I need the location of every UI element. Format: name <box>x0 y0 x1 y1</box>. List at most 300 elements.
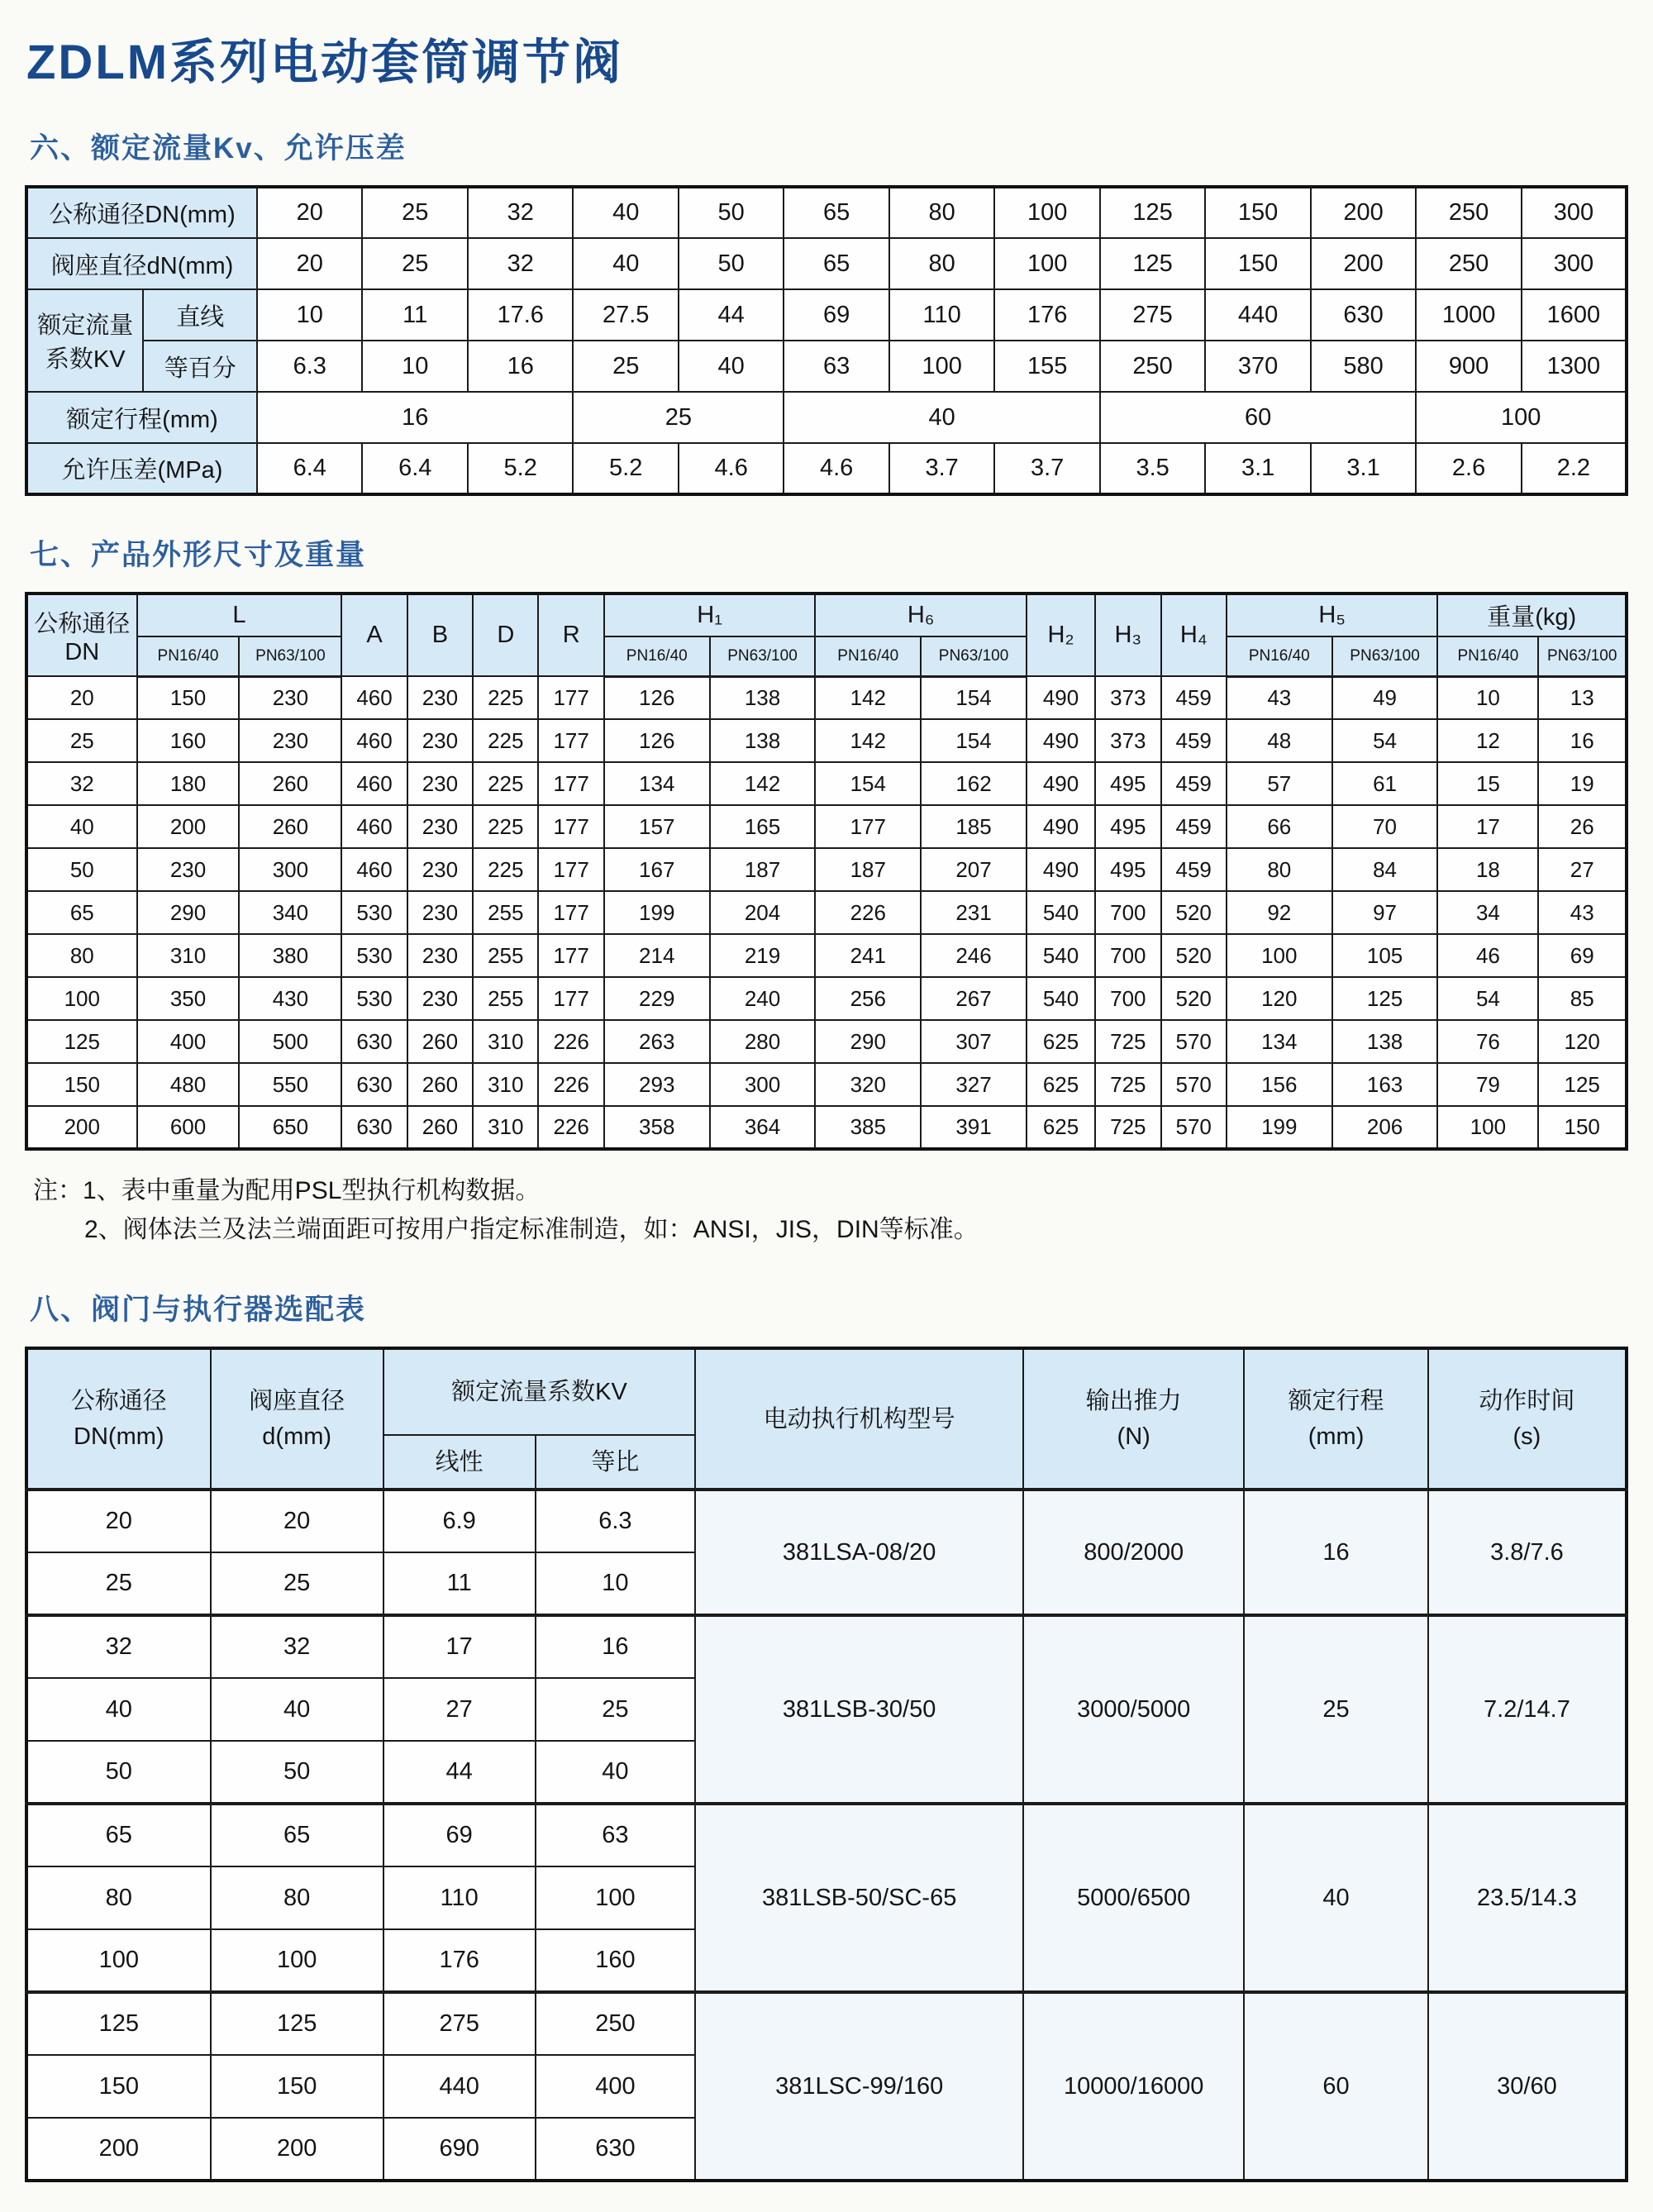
table-cell: 290 <box>137 891 240 934</box>
dn-cell: 125 <box>26 1020 137 1063</box>
table-cell: 300 <box>1522 238 1627 289</box>
table-cell: 6.9 <box>383 1490 536 1552</box>
selection-row <box>26 1490 1627 1552</box>
table-cell: 13 <box>1538 676 1627 719</box>
table-cell: 226 <box>538 1106 603 1149</box>
table-cell: 40 <box>679 341 784 392</box>
col-header-dn-line1: 公称通径 <box>34 610 131 637</box>
table-cell: 110 <box>383 1866 536 1929</box>
action-time-cell: 3.8/7.6 <box>1428 1490 1627 1615</box>
table-cell: 226 <box>815 891 921 934</box>
table-cell: 79 <box>1437 1063 1538 1106</box>
table-cell: 260 <box>407 1020 473 1063</box>
table-cell: 230 <box>407 977 473 1020</box>
col-header-dn-line2: DN <box>64 638 100 665</box>
table-cell: 370 <box>1205 341 1310 392</box>
table-cell: 40 <box>211 1678 383 1741</box>
table-cell: 230 <box>239 719 341 762</box>
col-header-dn <box>26 1348 211 1490</box>
table-cell: 125 <box>211 1992 383 2055</box>
table-cell: 3.7 <box>889 443 994 494</box>
stroke-span-cell: 16 <box>257 392 573 443</box>
table-cell: 231 <box>921 891 1027 934</box>
row-label: 直线 <box>143 289 257 341</box>
table-cell: 154 <box>921 676 1027 719</box>
table-row-nominal-diameter <box>26 187 1627 238</box>
table-cell: 460 <box>341 848 407 891</box>
col-header-thrust-line2: (N) <box>1117 1423 1150 1450</box>
table-cell: 180 <box>137 762 240 805</box>
table-cell: 300 <box>1522 187 1627 238</box>
table-cell: 25 <box>362 238 467 289</box>
table-cell: 207 <box>921 848 1027 891</box>
table-cell: 385 <box>815 1106 921 1149</box>
table-cell: 256 <box>815 977 921 1020</box>
table-cell: 25 <box>573 341 678 392</box>
table-cell: 327 <box>921 1063 1027 1106</box>
table-cell: 260 <box>407 1063 473 1106</box>
col-header-thrust <box>1023 1348 1244 1490</box>
stroke-span-cell: 100 <box>1416 392 1627 443</box>
table-cell: 142 <box>710 762 816 805</box>
table-cell: 155 <box>994 341 1099 392</box>
table-cell: 373 <box>1095 676 1160 719</box>
pn-high-header: PN63/100 <box>1332 636 1438 676</box>
dimension-row <box>26 891 1627 934</box>
table-cell: 10 <box>257 289 362 341</box>
dn-cell: 32 <box>26 1615 211 1678</box>
row-label: 允许压差(MPa) <box>26 443 257 494</box>
section8-heading: 八、阀门与执行器选配表 <box>30 1294 367 1326</box>
dimension-row <box>26 719 1627 762</box>
table-cell: 177 <box>538 934 603 977</box>
col-header-kv-linear: 线性 <box>383 1435 536 1490</box>
table-cell: 167 <box>604 848 710 891</box>
table-row-kv-linear <box>26 289 1627 341</box>
table-cell: 480 <box>137 1063 240 1106</box>
table-cell: 32 <box>468 238 573 289</box>
table-cell: 25 <box>211 1552 383 1615</box>
table-cell: 459 <box>1161 805 1227 848</box>
table-cell: 5.2 <box>468 443 573 494</box>
table-cell: 230 <box>239 676 341 719</box>
table-cell: 459 <box>1161 762 1227 805</box>
table-cell: 440 <box>383 2055 536 2118</box>
table-cell: 495 <box>1095 848 1160 891</box>
table-cell: 900 <box>1416 341 1521 392</box>
table-cell: 20 <box>257 238 362 289</box>
table-cell: 157 <box>604 805 710 848</box>
table-cell: 17 <box>383 1615 536 1678</box>
col-header-B: B <box>407 594 473 676</box>
actuator-model-cell: 381LSB-50/SC-65 <box>695 1804 1023 1992</box>
table-cell: 214 <box>604 934 710 977</box>
table-cell: 250 <box>1416 187 1521 238</box>
table-cell: 490 <box>1027 719 1095 762</box>
table-cell: 225 <box>473 719 538 762</box>
table-cell: 650 <box>239 1106 341 1149</box>
table-cell: 27 <box>1538 848 1627 891</box>
table-cell: 150 <box>137 676 240 719</box>
table-cell: 310 <box>473 1106 538 1149</box>
table-cell: 6.3 <box>536 1490 696 1552</box>
table-cell: 400 <box>137 1020 240 1063</box>
table-cell: 80 <box>1227 848 1332 891</box>
table-cell: 20 <box>211 1490 383 1552</box>
header-row-pn <box>26 636 1627 676</box>
table-cell: 625 <box>1027 1106 1095 1149</box>
kv-pressure-table <box>25 185 1628 496</box>
table-cell: 380 <box>239 934 341 977</box>
col-header-R: R <box>538 594 603 676</box>
dn-cell: 50 <box>26 1741 211 1804</box>
table-cell: 460 <box>341 805 407 848</box>
table-cell: 65 <box>784 238 888 289</box>
table-cell: 48 <box>1227 719 1332 762</box>
table-cell: 225 <box>473 805 538 848</box>
dn-cell: 150 <box>26 1063 137 1106</box>
table-cell: 25 <box>362 187 467 238</box>
output-thrust-cell: 3000/5000 <box>1023 1615 1244 1804</box>
col-header-thrust-line1: 输出推力 <box>1085 1388 1182 1415</box>
table-cell: 6.4 <box>362 443 467 494</box>
table-cell: 364 <box>710 1106 816 1149</box>
table-cell: 200 <box>137 805 240 848</box>
col-header-kv: 额定流量系数KV <box>383 1348 696 1435</box>
table-cell: 160 <box>137 719 240 762</box>
table-cell: 625 <box>1027 1063 1095 1106</box>
table-cell: 176 <box>994 289 1099 341</box>
table-cell: 520 <box>1161 934 1227 977</box>
table-cell: 160 <box>536 1929 696 1992</box>
pn-high-header: PN63/100 <box>239 636 341 676</box>
table-cell: 11 <box>362 289 467 341</box>
dn-cell: 50 <box>26 848 137 891</box>
table-cell: 6.4 <box>257 443 362 494</box>
table-cell: 150 <box>1205 187 1310 238</box>
table-cell: 500 <box>239 1020 341 1063</box>
stroke-span-cell: 40 <box>784 392 1099 443</box>
table-cell: 19 <box>1538 762 1627 805</box>
table-cell: 550 <box>239 1063 341 1106</box>
table-cell: 250 <box>536 1992 696 2055</box>
col-header-H4: H₄ <box>1161 594 1227 676</box>
dn-cell: 65 <box>26 1804 211 1866</box>
col-header-action-time-line1: 动作时间 <box>1479 1388 1575 1415</box>
table-cell: 16 <box>536 1615 696 1678</box>
dn-cell: 20 <box>26 676 137 719</box>
table-cell: 690 <box>383 2118 536 2181</box>
table-cell: 200 <box>1311 238 1416 289</box>
dimension-row <box>26 1063 1627 1106</box>
table-cell: 570 <box>1161 1063 1227 1106</box>
section7-heading: 七、产品外形尺寸及重量 <box>30 539 367 571</box>
action-time-cell: 30/60 <box>1428 1992 1627 2181</box>
dimension-row <box>26 934 1627 977</box>
table-cell: 530 <box>341 977 407 1020</box>
col-header-L: L <box>137 594 342 636</box>
actuator-model-cell: 381LSC-99/160 <box>695 1992 1023 2181</box>
dimension-row <box>26 676 1627 719</box>
header-row-groups <box>26 594 1627 636</box>
table-cell: 630 <box>341 1063 407 1106</box>
table-cell: 40 <box>536 1741 696 1804</box>
table-cell: 263 <box>604 1020 710 1063</box>
table-cell: 65 <box>211 1804 383 1866</box>
dimension-row <box>26 848 1627 891</box>
table-cell: 520 <box>1161 891 1227 934</box>
col-header-action-time <box>1428 1348 1627 1490</box>
table-cell: 358 <box>604 1106 710 1149</box>
actuator-model-cell: 381LSB-30/50 <box>695 1615 1023 1804</box>
table-cell: 230 <box>407 934 473 977</box>
table-cell: 200 <box>211 2118 383 2181</box>
dimension-row <box>26 805 1627 848</box>
dn-cell: 200 <box>26 1106 137 1149</box>
kv-group-label-line2: 系数KV <box>45 346 126 373</box>
table-cell: 97 <box>1332 891 1438 934</box>
table-cell: 310 <box>473 1020 538 1063</box>
table-cell: 430 <box>239 977 341 1020</box>
table-cell: 3.1 <box>1311 443 1416 494</box>
table-cell: 260 <box>407 1106 473 1149</box>
col-header-H6: H₆ <box>815 594 1027 636</box>
table-cell: 92 <box>1227 891 1332 934</box>
table-cell: 226 <box>538 1020 603 1063</box>
header-row-main <box>26 1348 1627 1435</box>
table-cell: 240 <box>710 977 816 1020</box>
table-cell: 100 <box>1437 1106 1538 1149</box>
table-cell: 225 <box>473 762 538 805</box>
dn-cell: 25 <box>26 1552 211 1615</box>
row-label: 阀座直径dN(mm) <box>26 238 257 289</box>
section6-heading: 六、额定流量Kv、允许压差 <box>30 132 407 164</box>
table-cell: 230 <box>407 676 473 719</box>
table-cell: 540 <box>1027 934 1095 977</box>
table-cell: 204 <box>710 891 816 934</box>
table-cell: 3.5 <box>1100 443 1205 494</box>
table-cell: 5.2 <box>573 443 678 494</box>
table-cell: 630 <box>341 1020 407 1063</box>
table-cell: 490 <box>1027 805 1095 848</box>
table-cell: 17.6 <box>468 289 573 341</box>
col-header-stroke-line2: (mm) <box>1308 1423 1365 1450</box>
table-cell: 66 <box>1227 805 1332 848</box>
table-cell: 49 <box>1332 676 1438 719</box>
table-cell: 10 <box>362 341 467 392</box>
table-cell: 3.7 <box>994 443 1099 494</box>
dn-cell: 25 <box>26 719 137 762</box>
table-cell: 85 <box>1538 977 1627 1020</box>
page-title: ZDLM系列电动套筒调节阀 <box>26 36 624 89</box>
col-header-stroke <box>1244 1348 1428 1490</box>
table-row-kv-equal-percentage <box>26 341 1627 392</box>
table-cell: 177 <box>538 848 603 891</box>
table-cell: 700 <box>1095 891 1160 934</box>
output-thrust-cell: 10000/16000 <box>1023 1992 1244 2181</box>
table-cell: 177 <box>538 805 603 848</box>
stroke-span-cell: 25 <box>573 392 784 443</box>
table-cell: 27.5 <box>573 289 678 341</box>
table-cell: 150 <box>1538 1106 1627 1149</box>
row-label: 等百分 <box>143 341 257 392</box>
table-cell: 134 <box>604 762 710 805</box>
table-cell: 177 <box>538 762 603 805</box>
pn-high-header: PN63/100 <box>710 636 816 676</box>
col-header-seat <box>211 1348 383 1490</box>
table-cell: 100 <box>211 1929 383 1992</box>
table-cell: 84 <box>1332 848 1438 891</box>
table-cell: 391 <box>921 1106 1027 1149</box>
table-cell: 4.6 <box>784 443 888 494</box>
rated-stroke-cell: 25 <box>1244 1615 1428 1804</box>
table-cell: 4.6 <box>679 443 784 494</box>
table-cell: 280 <box>710 1020 816 1063</box>
table-cell: 187 <box>815 848 921 891</box>
table-cell: 65 <box>784 187 888 238</box>
dimension-row <box>26 977 1627 1020</box>
table-cell: 310 <box>473 1063 538 1106</box>
table-cell: 230 <box>407 848 473 891</box>
table-cell: 260 <box>239 805 341 848</box>
table-cell: 32 <box>211 1615 383 1678</box>
table-cell: 142 <box>815 719 921 762</box>
table-cell: 185 <box>921 805 1027 848</box>
table-cell: 580 <box>1311 341 1416 392</box>
dn-cell: 125 <box>26 1992 211 2055</box>
table-cell: 63 <box>536 1804 696 1866</box>
table-cell: 57 <box>1227 762 1332 805</box>
table-cell: 440 <box>1205 289 1310 341</box>
table-cell: 126 <box>604 676 710 719</box>
table-cell: 199 <box>1227 1106 1332 1149</box>
col-header-action-time-line2: (s) <box>1512 1423 1541 1450</box>
table-cell: 76 <box>1437 1020 1538 1063</box>
table-cell: 69 <box>1538 934 1627 977</box>
table-cell: 12 <box>1437 719 1538 762</box>
table-cell: 490 <box>1027 848 1095 891</box>
table-cell: 50 <box>211 1741 383 1804</box>
dn-cell: 20 <box>26 1490 211 1552</box>
table-cell: 100 <box>994 187 1099 238</box>
table-cell: 625 <box>1027 1020 1095 1063</box>
table-cell: 2.6 <box>1416 443 1521 494</box>
table-cell: 44 <box>383 1741 536 1804</box>
table-cell: 725 <box>1095 1063 1160 1106</box>
table-cell: 373 <box>1095 719 1160 762</box>
dimension-row <box>26 1020 1627 1063</box>
pn-high-header: PN63/100 <box>921 636 1027 676</box>
table-cell: 530 <box>341 934 407 977</box>
output-thrust-cell: 5000/6500 <box>1023 1804 1244 1992</box>
table-cell: 134 <box>1227 1020 1332 1063</box>
rated-stroke-cell: 40 <box>1244 1804 1428 1992</box>
dn-cell: 40 <box>26 1678 211 1741</box>
table-cell: 250 <box>1416 238 1521 289</box>
stroke-span-cell: 60 <box>1100 392 1416 443</box>
row-label: 公称通径DN(mm) <box>26 187 257 238</box>
table-cell: 495 <box>1095 762 1160 805</box>
table-cell: 241 <box>815 934 921 977</box>
table-cell: 250 <box>1100 341 1205 392</box>
table-cell: 460 <box>341 762 407 805</box>
table-cell: 61 <box>1332 762 1438 805</box>
table-cell: 293 <box>604 1063 710 1106</box>
col-header-H1: H₁ <box>604 594 816 636</box>
dn-cell: 40 <box>26 805 137 848</box>
table-cell: 460 <box>341 719 407 762</box>
table-cell: 18 <box>1437 848 1538 891</box>
table-cell: 700 <box>1095 934 1160 977</box>
col-header-H3: H₃ <box>1095 594 1160 676</box>
pn-low-header: PN16/40 <box>604 636 710 676</box>
col-header-kv-equal: 等比 <box>536 1435 696 1490</box>
table-cell: 162 <box>921 762 1027 805</box>
table-notes <box>33 1172 1628 1249</box>
dn-cell: 100 <box>26 1929 211 1992</box>
table-cell: 230 <box>407 805 473 848</box>
col-header-dn-line2: DN(mm) <box>74 1423 164 1450</box>
table-cell: 120 <box>1538 1020 1627 1063</box>
table-cell: 490 <box>1027 762 1095 805</box>
table-cell: 700 <box>1095 977 1160 1020</box>
col-header-seat-line1: 阀座直径 <box>249 1388 345 1415</box>
table-cell: 100 <box>1227 934 1332 977</box>
table-cell: 50 <box>679 187 784 238</box>
table-cell: 206 <box>1332 1106 1438 1149</box>
note-2: 2、阀体法兰及法兰端面距可按用户指定标准制造，如：ANSI，JIS，DIN等标准。 <box>84 1215 979 1243</box>
table-cell: 150 <box>211 2055 383 2118</box>
table-cell: 300 <box>710 1063 816 1106</box>
table-cell: 570 <box>1161 1020 1227 1063</box>
pn-low-header: PN16/40 <box>1437 636 1538 676</box>
pn-high-header: PN63/100 <box>1538 636 1627 676</box>
table-cell: 50 <box>679 238 784 289</box>
table-cell: 200 <box>1311 187 1416 238</box>
table-cell: 350 <box>137 977 240 1020</box>
output-thrust-cell: 800/2000 <box>1023 1490 1244 1615</box>
table-row-rated-stroke <box>26 392 1627 443</box>
table-cell: 125 <box>1538 1063 1627 1106</box>
table-cell: 27 <box>383 1678 536 1741</box>
pn-low-header: PN16/40 <box>1227 636 1332 676</box>
table-cell: 199 <box>604 891 710 934</box>
dn-cell: 150 <box>26 2055 211 2118</box>
table-cell: 126 <box>604 719 710 762</box>
table-cell: 20 <box>257 187 362 238</box>
table-cell: 246 <box>921 934 1027 977</box>
table-cell: 17 <box>1437 805 1538 848</box>
table-cell: 125 <box>1100 238 1205 289</box>
dn-cell: 80 <box>26 934 137 977</box>
table-cell: 44 <box>679 289 784 341</box>
table-cell: 267 <box>921 977 1027 1020</box>
table-cell: 1600 <box>1522 289 1627 341</box>
table-cell: 138 <box>710 719 816 762</box>
table-cell: 10 <box>536 1552 696 1615</box>
table-cell: 110 <box>889 289 994 341</box>
table-cell: 255 <box>473 934 538 977</box>
table-cell: 43 <box>1538 891 1627 934</box>
table-cell: 165 <box>710 805 816 848</box>
dn-cell: 32 <box>26 762 137 805</box>
table-cell: 2.2 <box>1522 443 1627 494</box>
table-cell: 100 <box>889 341 994 392</box>
table-cell: 307 <box>921 1020 1027 1063</box>
kv-group-label-line1: 额定流量 <box>37 312 134 339</box>
table-cell: 54 <box>1332 719 1438 762</box>
table-cell: 177 <box>815 805 921 848</box>
